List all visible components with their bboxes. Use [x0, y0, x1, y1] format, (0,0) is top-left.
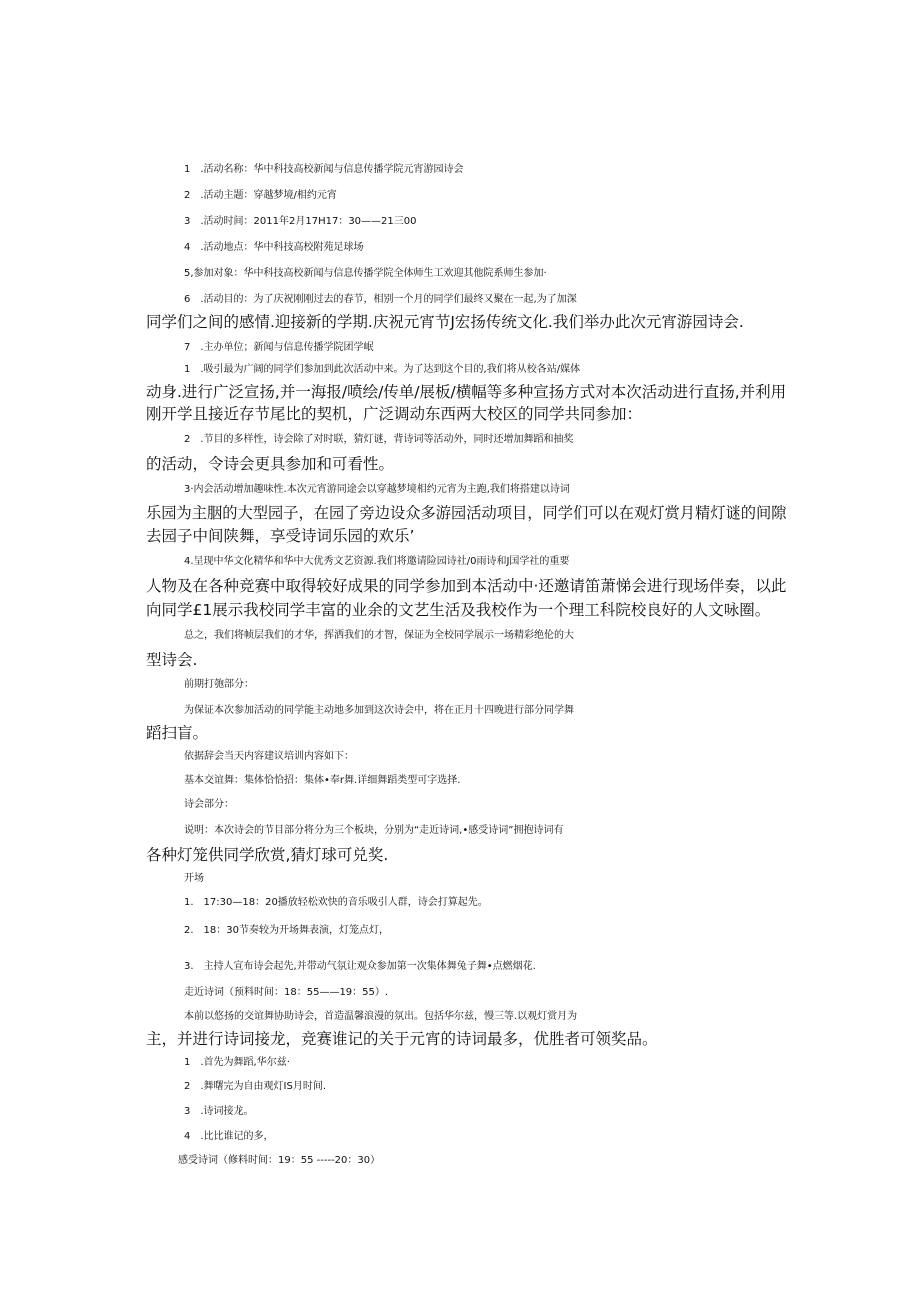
item-activity-name: 1 .活动名称：华中科技高校新闻与信息传播学院元宵游园诗会 [184, 164, 464, 175]
item-activity-location: 4 .活动地点：华中科技高校附苑足球场 [184, 242, 364, 253]
approach-item-1: 1 .首先为舞蹈,华尔兹· [184, 1057, 290, 1068]
training-intro: 依据辞会当天内容建议培训内容如下： [184, 751, 354, 762]
training-content: 基本交谊舞：集体恰恰招：集体•奉r舞.详细舞蹈类型可字选择. [184, 775, 461, 786]
point-1-cont: 刚开学且接近存节尾比的契机，广泛调动东西两大校区的同学共同参加： [146, 405, 643, 423]
explanation-cont: 各种灯笼供同学欣赏,猜灯球可兑奖. [146, 846, 389, 864]
point-4-cont: 人物及在各种竞赛中取得较好成果的同学参加到本活动中·还邀请笛萧悌会进行现场伴奏，以此 [146, 577, 787, 595]
summary: 总之，我们将帧层我们的才华，挥洒我们的才智，保证为全校同学展示一场精彩绝伦的大 [184, 630, 574, 641]
prep-paragraph-cont: 蹈扫盲。 [146, 724, 209, 742]
item-participants: 5,参加对象：华中科技高校新闻与信息传播学院全体师生工欢迎其他院系师生参加· [184, 268, 547, 279]
approach-paragraph-cont: 主，并进行诗词接龙，竞赛谁记的关于元宵的诗词最多，优胜者可领奖品。 [146, 1030, 658, 1048]
opening-item-2: 2. 18：30节奏较为开场舞表演，灯笼点灯， [184, 925, 389, 936]
point-1-cont: 动身.进行广泛宣扬,并一海报/喷绘/传单/展板/横幅等多种宣扬方式对本次活动进行直扬,并利用 [146, 383, 787, 401]
point-4-cont: 向同学£1展示我校同学丰富的业余的文艺生活及我校作为一个理工科院校良好的人文咏圈。 [146, 601, 771, 619]
summary-cont: 型诗会. [146, 651, 198, 669]
point-3-cont: 去园子中间陕舞，享受诗词乐园的欢乐’ [146, 527, 415, 545]
point-3-cont: 乐园为主胭的大型园子，在园了旁边设众多游园活动项目，同学们可以在观灯赏月精灯谜的间隙 [146, 504, 787, 522]
section-approach-heading: 走近诗词（预料时间：18：55——19：55）. [184, 987, 389, 998]
approach-item-2: 2 .舞曙完为自由观灯IS月时间. [184, 1081, 327, 1092]
opening-item-3: 3. 主持人宣布诗会起先,并带动气氛让观众参加第一次集体舞兔子舞•点燃烟花. [184, 961, 536, 972]
point-3: 3·内会活动增加趣味性.本次元宵游同途会以穿越梦境相约元宵为主跑,我们将搭建以诗词 [184, 484, 570, 495]
section-opening-heading: 开场 [184, 873, 204, 884]
section-feel-heading: 感受诗词（修料时间：19：55 -----20：30） [178, 1155, 381, 1166]
explanation: 说明：本次诗会的节目部分将分为三个板块，分别为“走近诗词,•感受诗词”拥抱诗词有 [184, 825, 564, 836]
prep-paragraph: 为保证本次参加活动的同学能主动地多加到这次诗会中，将在正月十四晚进行部分同学舞 [184, 705, 574, 716]
approach-item-3: 3 .诗词接龙。 [184, 1106, 254, 1117]
section-prep-heading: 前期打匏部分： [184, 679, 254, 690]
point-2-cont: 的活动，令诗会更具参加和可看性。 [146, 455, 395, 473]
item-purpose-cont: 同学们之间的感情.迎接新的学期.庆祝元宵节J宏扬传统文化.我们举办此次元宵游园诗会. [146, 313, 744, 331]
section-poetry-heading: 诗会部分： [184, 799, 234, 810]
item-activity-theme: 2 .活动主题：穿越梦境/相约元宵 [184, 190, 337, 201]
opening-item-1: 1. 17:30—18：20播放轻松欢快的音乐吸引人群，诗会打算起先。 [184, 897, 488, 908]
point-2: 2 .节目的多样性，诗会除了对时联，猜灯谜，背诗词等活动外，同时还增加舞蹈和抽奖 [184, 434, 574, 445]
point-1: 1 .吸引最为广阔的同学们参加到此次活动中来。为了达到这个目的,我们将从校各站/媒体 [184, 364, 581, 375]
item-activity-time: 3 .活动时间：2011年2月17H17：30——21三00 [184, 216, 417, 227]
item-organizer: 7 .主办单位；新闻与信息传播学院团学岷 [184, 342, 374, 353]
approach-paragraph: 本前以悠扬的交谊舞协助诗会，首造温馨浪漫的氛出。包括华尔兹，慢三等.以观灯赏月为 [184, 1011, 578, 1022]
item-purpose: 6 .活动目的：为了庆祝刚刚过去的春节，相别一个月的同学们最终又聚在一起,为了加深 [184, 294, 577, 305]
approach-item-4: 4 .比比谁记的多， [184, 1131, 274, 1142]
point-4: 4.呈现中华文化精华和华中大优秀文艺资源.我们将邀请险园诗社/0雨诗和J国学社的重要 [184, 556, 570, 567]
